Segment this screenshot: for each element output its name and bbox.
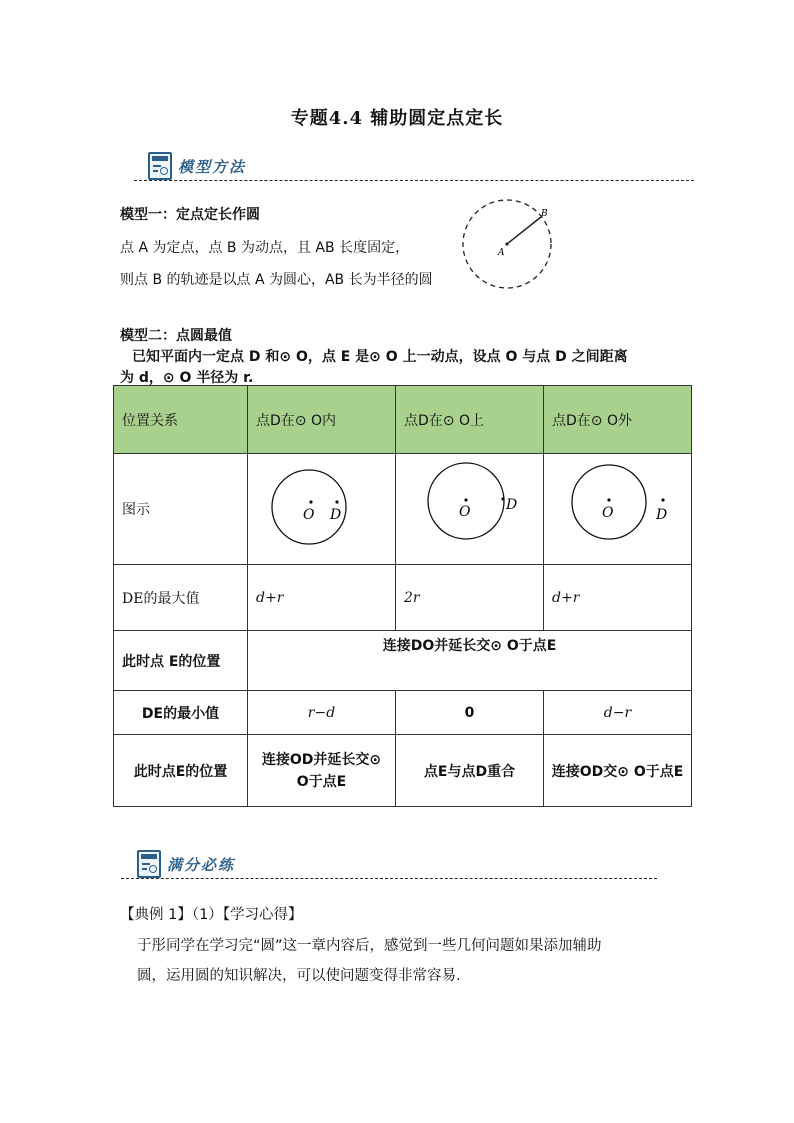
model2-text-line1: 已知平面内一定点 D 和⊙ O，点 E 是⊙ O 上一动点，设点 O 与点 D 之间距离 xyxy=(132,349,628,365)
max-value-on: 2r xyxy=(396,565,544,631)
max-value-inside: d+r xyxy=(248,565,396,631)
radius-segment xyxy=(507,217,541,244)
min-value-on: 0 xyxy=(396,691,544,735)
row-label-max: DE的最大值 xyxy=(114,565,248,631)
circle-figure-on xyxy=(396,454,544,560)
section-header-model-methods xyxy=(148,152,694,186)
max-position-value: 连接DO并延长交⊙ O于点E xyxy=(248,631,692,691)
label-o: O xyxy=(602,505,614,521)
min-value-inside: r−d xyxy=(248,691,396,735)
point-a-label: A xyxy=(498,248,505,258)
section-divider xyxy=(134,180,694,181)
table-row xyxy=(114,691,692,735)
label-o: O xyxy=(303,507,315,523)
example-text-line1: 于彤同学在学习完“圆”这一章内容后，感觉到一些几何问题如果添加辅助 xyxy=(137,938,602,954)
point-d xyxy=(661,498,664,501)
point-d xyxy=(335,500,338,503)
label-d: D xyxy=(330,507,342,523)
table-header-cell: 点D在⊙ O上 xyxy=(396,386,544,454)
table-row xyxy=(114,735,692,807)
page-title: 专题4.4 辅助圆定点定长 xyxy=(290,108,504,129)
label-o: O xyxy=(459,504,471,520)
table-row xyxy=(114,454,692,565)
point-o xyxy=(309,500,312,503)
document-magnifier-icon xyxy=(148,152,172,180)
model1-heading: 模型一：定点定长作圆 xyxy=(120,207,260,223)
figure-cell-inside xyxy=(248,454,396,565)
figure-cell-outside xyxy=(544,454,692,565)
circle-o xyxy=(572,465,646,539)
point-b-label: B xyxy=(541,209,548,219)
model1-circle-figure xyxy=(455,196,565,300)
row-label-min-position: 此时点E的位置 xyxy=(114,735,248,807)
example-heading: 【典例 1】（1）【学习心得】 xyxy=(120,907,303,923)
table-header-cell: 点D在⊙ O内 xyxy=(248,386,396,454)
section-divider xyxy=(121,878,657,879)
section-label: 满分必练 xyxy=(167,856,236,874)
min-position-on: 点E与点D重合 xyxy=(396,735,544,807)
label-d: D xyxy=(506,497,518,513)
center-point xyxy=(505,242,508,245)
min-position-outside: 连接OD交⊙ O于点E xyxy=(544,735,692,807)
table-row xyxy=(114,565,692,631)
model1-text-line2: 则点 B 的轨迹是以点 A 为圆心，AB 长为半径的圆 xyxy=(120,272,433,288)
example-text-line2: 圆，运用圆的知识解决，可以使问题变得非常容易. xyxy=(137,968,461,984)
row-label-min: DE的最小值 xyxy=(114,691,248,735)
row-label-max-position: 此时点 E的位置 xyxy=(114,631,248,691)
section-label: 模型方法 xyxy=(178,158,247,176)
table-row xyxy=(114,631,692,691)
max-value-outside: d+r xyxy=(544,565,692,631)
table-header-cell: 位置关系 xyxy=(114,386,248,454)
point-circle-extremum-table xyxy=(113,385,692,807)
label-d: D xyxy=(656,507,668,523)
row-label-figure: 图示 xyxy=(114,454,248,565)
point-o xyxy=(607,498,610,501)
point-o xyxy=(464,498,467,501)
figure-cell-on xyxy=(396,454,544,565)
document-magnifier-icon xyxy=(137,850,161,878)
model2-text-line2: 为 d，⊙ O 半径为 r. xyxy=(120,370,254,386)
model1-text-line1: 点 A 为定点，点 B 为动点，且 AB 长度固定， xyxy=(120,240,410,256)
section-header-practice xyxy=(137,850,657,884)
circle-figure-outside xyxy=(544,454,692,560)
table-header-row xyxy=(114,386,692,454)
min-position-inside: 连接OD并延长交⊙ O于点E xyxy=(248,735,396,807)
circle-figure-inside xyxy=(248,454,396,560)
min-value-outside: d−r xyxy=(544,691,692,735)
point-d xyxy=(501,497,504,500)
model2-heading: 模型二：点圆最值 xyxy=(120,328,232,344)
table-header-cell: 点D在⊙ O外 xyxy=(544,386,692,454)
